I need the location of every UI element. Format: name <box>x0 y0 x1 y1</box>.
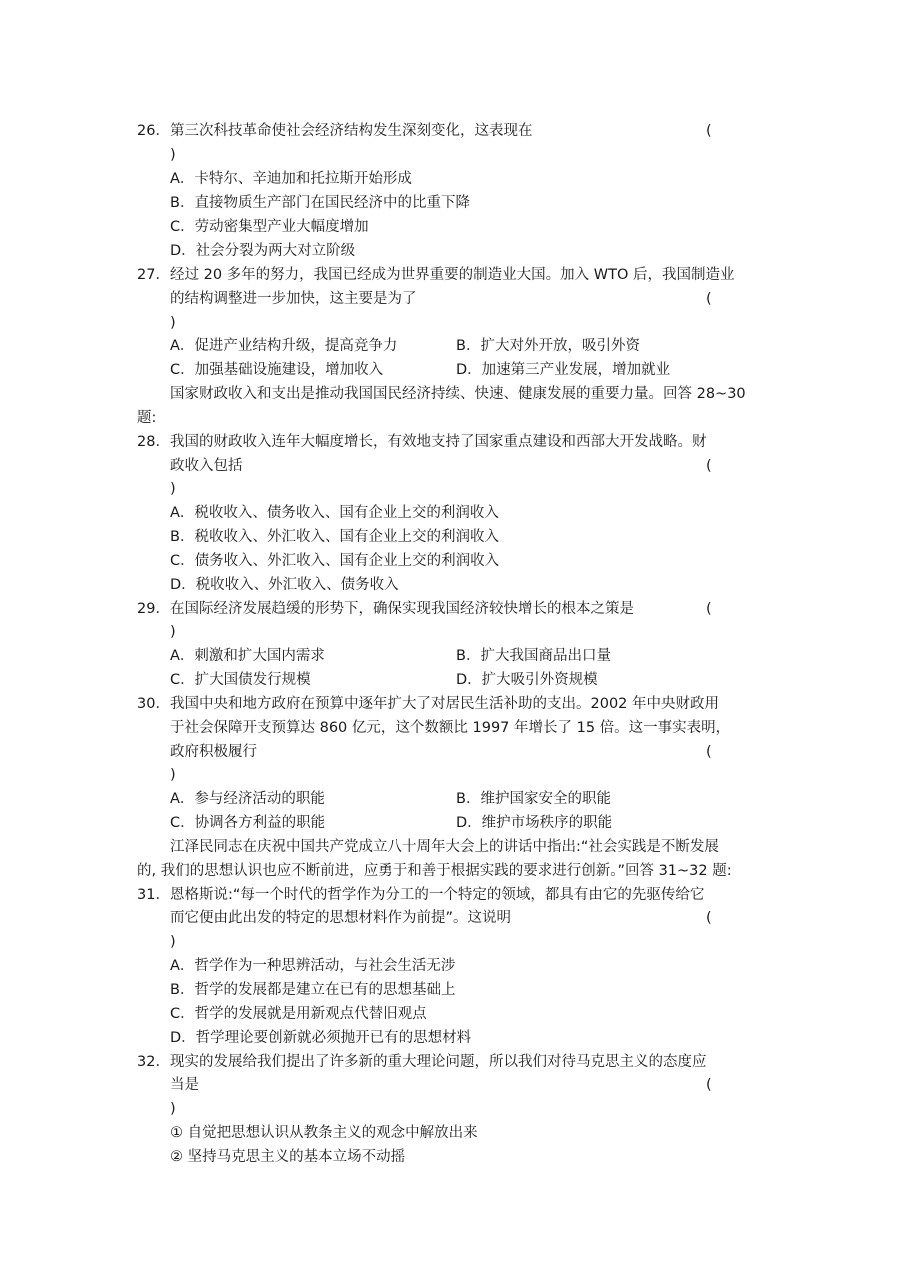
statement-1: ① 自觉把思想认识从教条主义的观念中解放出来 <box>170 1125 478 1141</box>
option-d: D．加速第三产业发展，增加就业 <box>456 362 671 378</box>
option-a: A．参与经济活动的职能 <box>170 791 325 807</box>
option-b: B．哲学的发展都是建立在已有的思想基础上 <box>170 982 456 998</box>
question-stem: 而它便由此出发的特定的思想材料作为前提”。这说明 <box>170 910 512 926</box>
option-c: C．协调各方利益的职能 <box>170 815 326 831</box>
option-d: D．扩大吸引外资规模 <box>456 672 598 688</box>
option-d: D．维护市场秩序的职能 <box>456 815 613 831</box>
question-stem: 的结构调整进一步加快，这主要是为了 <box>170 291 417 307</box>
answer-paren-open: ( <box>706 744 712 760</box>
option-c: C．劳动密集型产业大幅度增加 <box>170 219 369 235</box>
answer-paren-open: ( <box>706 1077 712 1093</box>
answer-paren-open: ( <box>706 291 712 307</box>
option-a: A．促进产业结构升级，提高竞争力 <box>170 338 398 354</box>
question-stem: 第三次科技革命使社会经济结构发生深刻变化，这表现在 <box>170 123 533 139</box>
question-stem: 在国际经济发展趋缓的形势下，确保实现我国经济较快增长的根本之策是 <box>170 601 634 617</box>
option-a: A．哲学作为一种思辨活动，与社会生活无涉 <box>170 958 456 974</box>
option-b: B．扩大对外开放，吸引外资 <box>456 338 640 354</box>
section-intro: 的, 我们的思想认识也应不断前进，应勇于和善于根据实践的要求进行创新。”回答 31~32 题: <box>137 863 732 879</box>
question-number: 31． <box>137 887 170 903</box>
option-d: D．哲学理论要创新就必须抛开已有的思想材料 <box>170 1030 472 1046</box>
question-stem: 我国中央和地方政府在预算中逐年扩大了对居民生活补助的支出。2002 年中央财政用 <box>170 696 720 712</box>
answer-paren-close: ) <box>170 315 176 331</box>
option-a: A．税收收入、债务收入、国有企业上交的利润收入 <box>170 505 499 521</box>
section-intro: 国家财政收入和支出是推动我国国民经济持续、快速、健康发展的重要力量。回答 28~30 <box>170 386 746 402</box>
option-c: C．加强基础设施建设，增加收入 <box>170 362 384 378</box>
option-b: B．直接物质生产部门在国民经济中的比重下降 <box>170 195 470 211</box>
question-number: 28． <box>137 434 170 450</box>
answer-paren-open: ( <box>706 910 712 926</box>
option-c: C．哲学的发展就是用新观点代替旧观点 <box>170 1006 427 1022</box>
answer-paren-close: ) <box>170 147 176 163</box>
section-intro: 江泽民同志在庆祝中国共产党成立八十周年大会上的讲话中指出:“社会实践是不断发展 <box>170 839 719 855</box>
question-number: 27． <box>137 267 170 283</box>
question-stem: 当是 <box>170 1077 199 1093</box>
answer-paren-close: ) <box>170 624 176 640</box>
answer-paren-open: ( <box>706 123 712 139</box>
answer-paren-close: ) <box>170 934 176 950</box>
question-stem: 现实的发展给我们提出了许多新的重大理论问题，所以我们对待马克思主义的态度应 <box>170 1054 707 1070</box>
option-b: B．扩大我国商品出口量 <box>456 648 611 664</box>
answer-paren-close: ) <box>170 1101 176 1117</box>
question-number: 32． <box>137 1054 170 1070</box>
statement-2: ② 坚持马克思主义的基本立场不动摇 <box>170 1149 406 1165</box>
question-stem: 经过 20 多年的努力，我国已经成为世界重要的制造业大国。加入 WTO 后，我国制造业 <box>170 267 735 283</box>
option-b: B．维护国家安全的职能 <box>456 791 611 807</box>
answer-paren-open: ( <box>706 601 712 617</box>
question-number: 29． <box>137 601 170 617</box>
question-stem: 于社会保障开支预算达 860 亿元，这个数额比 1997 年增长了 15 倍。这一事实表明， <box>170 720 731 736</box>
question-number: 30． <box>137 696 170 712</box>
question-stem: 我国的财政收入连年大幅度增长，有效地支持了国家重点建设和西部大开发战略。财 <box>170 434 707 450</box>
answer-paren-close: ) <box>170 767 176 783</box>
question-number: 26． <box>137 123 170 139</box>
question-stem: 政府积极履行 <box>170 744 257 760</box>
option-a: A．刺激和扩大国内需求 <box>170 648 325 664</box>
option-d: D．社会分裂为两大对立阶级 <box>170 243 356 259</box>
question-stem: 政收入包括 <box>170 458 243 474</box>
option-d: D．税收收入、外汇收入、债务收入 <box>170 577 399 593</box>
answer-paren-open: ( <box>706 458 712 474</box>
question-stem: 恩格斯说:“每一个时代的哲学作为分工的一个特定的领域，都具有由它的先驱传给它 <box>170 887 705 903</box>
option-a: A．卡特尔、辛迪加和托拉斯开始形成 <box>170 171 412 187</box>
option-c: C．债务收入、外汇收入、国有企业上交的利润收入 <box>170 553 500 569</box>
answer-paren-close: ) <box>170 481 176 497</box>
option-b: B．税收收入、外汇收入、国有企业上交的利润收入 <box>170 529 499 545</box>
option-c: C．扩大国债发行规模 <box>170 672 311 688</box>
section-intro: 题: <box>137 410 157 426</box>
